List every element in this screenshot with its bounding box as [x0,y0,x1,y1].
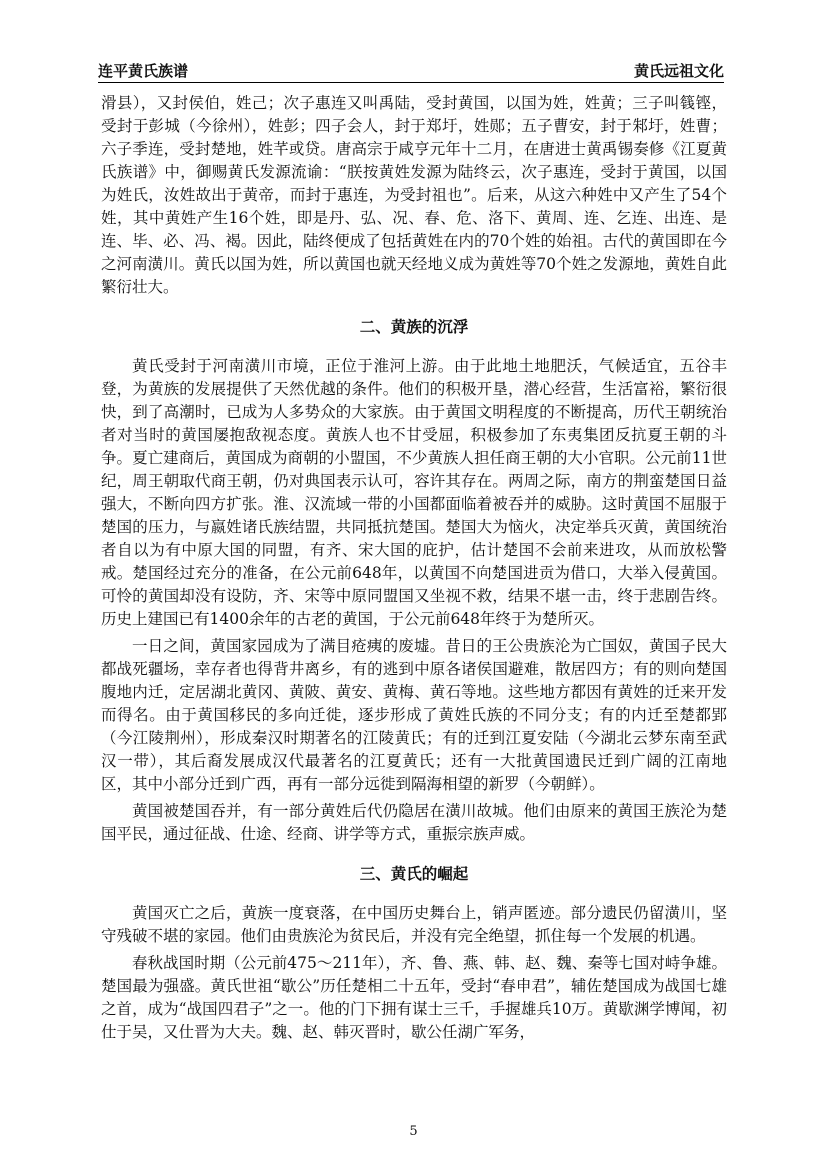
page-number: 5 [409,1124,418,1139]
paragraph: 一日之间，黄国家园成为了满目疮痍的废墟。昔日的王公贵族沦为亡国奴，黄国子民大都战死疆场，幸存者也得背井离乡，有的逃到中原各诸侯国避难，散居四方；有的则向楚国腹地内迁，定居湖北黄冈、黄陂、黄安、黄梅、黄石等地。这些地方都因有黄姓的迁来开发而得名。由于黄国移民的多向迁徙，逐步形成了黄姓氏族的不同分支；有的内迁至楚都郢（今江陵荆州），形成秦汉时期著名的江陵黄氏；有的迁到江夏安陆（今湖北云梦东南至武汉一带），其后裔发展成汉代最著名的江夏黄氏；还有一大批黄国遗民迁到广阔的江南地区，其中小部分迁到广西，再有一部分远徙到隔海相望的新罗（今朝鲜）。 [101,637,727,793]
page-header [98,62,724,83]
paragraph: 黄国被楚国吞并，有一部分黄姓后代仍隐居在潢川故城。他们由原来的黄国王族沦为楚国平民，通过征战、仕途、经商、讲学等方式，重振宗族声威。 [101,802,727,843]
header-right-title: 黄氏远祖文化 [633,62,724,80]
paragraph: 黄国灭亡之后，黄族一度衰落，在中国历史舞台上，销声匿迹。部分遗民仍留潢川，坚守残破不堪的家园。他们由贵族沦为贫民后，并没有完全绝望，抓住每一个发展的机遇。 [101,904,727,945]
section-heading-rise: 三、黄氏的崛起 [359,865,469,883]
header-left-title: 连平黄氏族谱 [98,62,189,80]
document-body [101,92,727,1044]
paragraph: 黄氏受封于河南潢川市境，正位于淮河上游。由于此地土地肥沃，气候适宜，五谷丰登，为黄族的发展提供了天然优越的条件。他们的积极开垦，潜心经营，生活富裕，繁衍很快，到了高潮时，已成为人多势众的大家族。由于黄国文明程度的不断提高，历代王朝统治者对当时的黄国屡抱敌视态度。黄族人也不甘受屈，积极参加了东夷集团反抗夏王朝的斗争。夏亡建商后，黄国成为商朝的小盟国，不少黄族人担任商王朝的大小官职。公元前11世纪，周王朝取代商王朝，仍对典国表示认可，容许其存在。两周之际，南方的荆蛮楚国日益强大，不断向四方扩张。淮、汉流域一带的小国都面临着被吞并的威胁。这时黄国不屈服于楚国的压力，与嬴姓诸氏族结盟，共同抵抗楚国。楚国大为恼火，决定举兵灭黄，黄国统治者自以为有中原大国的同盟，有齐、宋大国的庇护，估计楚国不会前来进攻，从而放松警戒。楚国经过充分的准备，在公元前648年，以黄国不向楚国进贡为借口，大举入侵黄国。可怜的黄国却没有设防，齐、宋等中原同盟国又坐视不救，结果不堪一击，终于悲剧告终。历史上建国已有1400余年的古老的黄国，于公元前648年终于为楚所灭。 [101,357,727,628]
paragraph: 春秋战国时期（公元前475～211年），齐、鲁、燕、韩、赵、魏、秦等七国对峙争雄。楚国最为强盛。黄氏世祖“歇公”历任楚相二十五年，受封“春申君”，辅佐楚国成为战国七雄之首，成为“战国四君子”之一。他的门下拥有谋士三千，手握雄兵10万。黄歇渊学博闻，初仕于吴，又仕晋为大夫。魏、赵、韩灭晋时，歇公任湖广军务， [101,954,727,1041]
intro-paragraph: 滑县），又封侯伯，姓己；次子惠连又叫禹陆，受封黄国，以国为姓，姓黄；三子叫篯铿，受封于彭城（今徐州），姓彭；四子会人，封于郑圩，姓郧；五子曹安，封于邾圩，姓曹；六子季连，受封楚地，姓芊或贷。唐高宗于咸亨元年十二月，在唐进士黄禹锡奏修《江夏黄氏族谱》中，御赐黄氏发源流谕：“朕按黄姓发源为陆终云，次子惠连，受封于黄国，以国为姓氏，汝姓故出于黄帝，而封于惠连，为受封祖也”。后来，从这六种姓中又产生了54个姓，其中黄姓产生16个姓，即是丹、弘、况、春、危、洛下、黄周、连、乞连、出连、是连、毕、必、冯、褐。因此，陆终便成了包括黄姓在内的70个姓的始祖。古代的黄国即在今之河南潢川。黄氏以国为姓，所以黄国也就天经地义成为黄姓等70个姓之发源地，黄姓自此繁衍壮大。 [101,94,727,296]
section-heading-decline: 二、黄族的沉浮 [359,318,469,336]
